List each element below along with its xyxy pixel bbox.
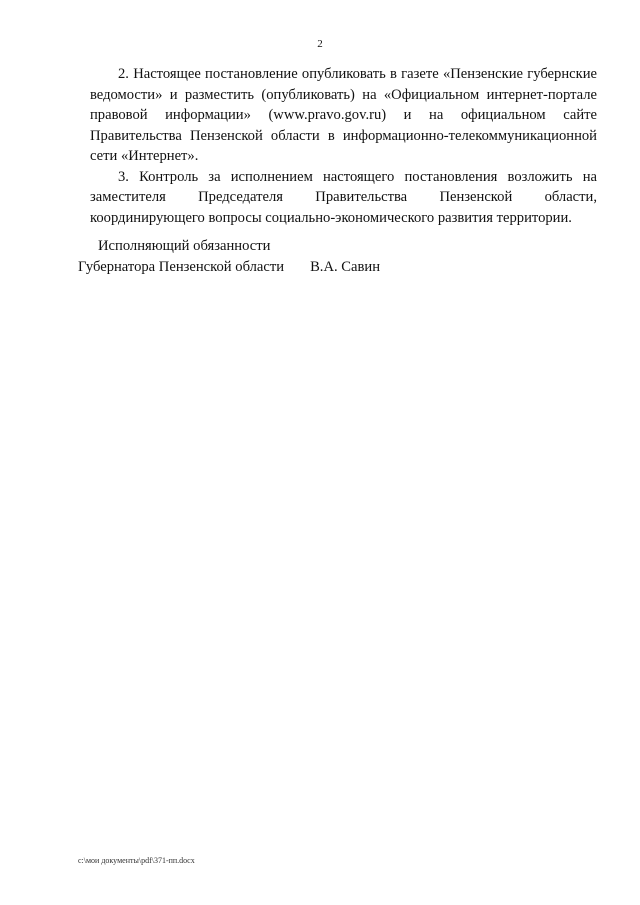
- signature-block: [78, 236, 398, 277]
- paragraph-control: 3. Контроль за исполнением настоящего постановления возложить на заместителя Председателя Правительства Пензенской области, координирующего вопросы социально-экономического развития территории.: [90, 168, 597, 226]
- document-body: [90, 64, 597, 228]
- signatory-title-line2: Губернатора Пензенской области: [78, 258, 285, 275]
- paragraph-publication: 2. Настоящее постановление опубликовать в газете «Пензенские губернские ведомости» и разместить (опубликовать) на «Официальном интернет-портале правовой информации» (www.pravo.gov.ru) и на официальном сайте Правительства Пензенской области в информационно-телекоммуникационной сети «Интернет».: [90, 66, 597, 164]
- signatory-title-line1: Исполняющий обязанности: [98, 238, 271, 254]
- footer-file-path: c:\мои документы\pdf\371-пп.docx: [78, 856, 195, 865]
- page-number: 2: [317, 38, 323, 50]
- signature-row: [78, 257, 398, 278]
- signatory-name: В.А. Савин: [310, 258, 381, 275]
